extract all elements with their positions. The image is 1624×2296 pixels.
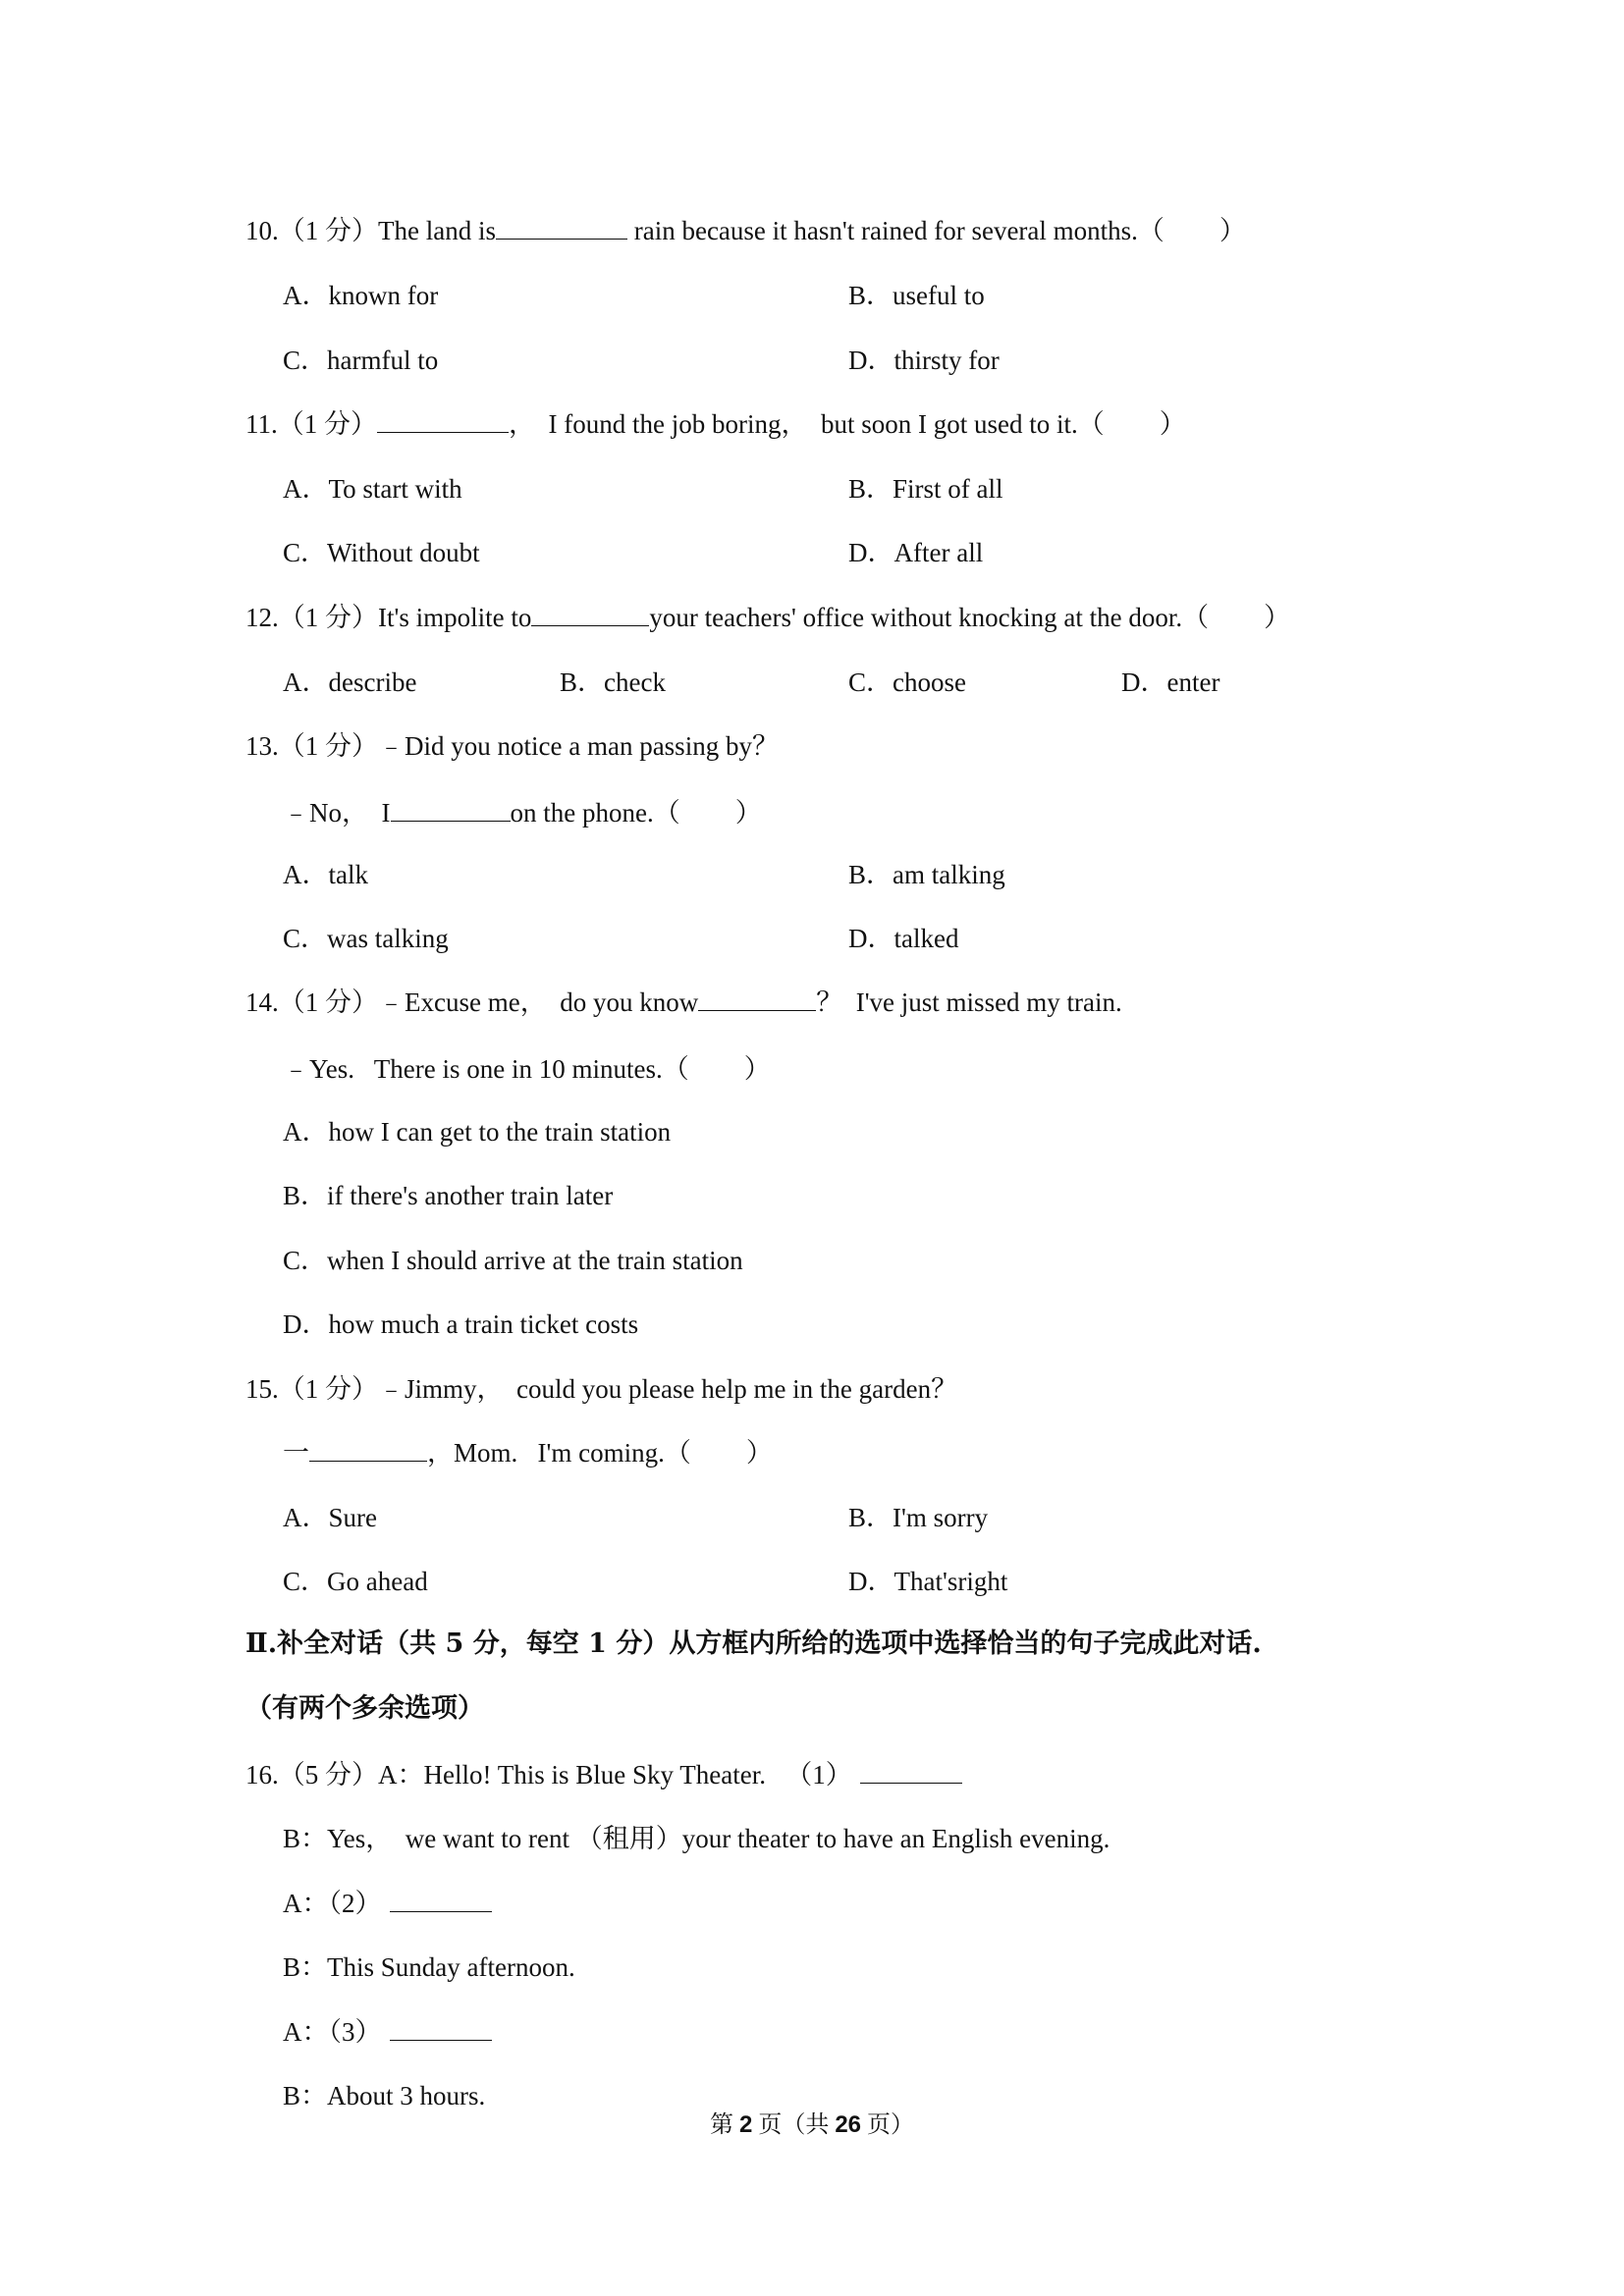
q15-option-a[interactable]: A．Sure [283,1503,377,1532]
q13-option-d[interactable]: D．talked [848,924,959,953]
answer-blank[interactable] [531,600,649,626]
q12-option-b[interactable]: B．check [560,667,666,697]
answer-blank[interactable] [309,1435,427,1462]
q14-option-c[interactable]: C．when I should arrive at the train station [283,1246,743,1275]
q12-option-c[interactable]: C．choose [848,667,966,697]
q11-stem: 11.（1 分） ， I found the job boring， but soon I got used to it.（ ） [245,406,1624,442]
q16-line-4: B：This Sunday afternoon. [283,1952,575,1982]
q16-line-5: A：（3） [283,2014,1624,2050]
q14-stem: 14.（1 分）﹣Excuse me， do you know ？ I've just missed my train. [245,985,1624,1020]
q13-option-b[interactable]: B．am talking [848,860,1005,889]
section-heading: Ⅱ.补全对话（共 5 分，每空 1 分）从方框内所给的选项中选择恰当的句子完成此对话.（有两个多余选项） [245,1629,1262,1724]
q14-option-b[interactable]: B．if there's another train later [283,1181,614,1210]
q10-option-d[interactable]: D．thirsty for [848,346,1000,375]
q15-stem: 15.（1 分）﹣Jimmy， could you please help me in the garden？ [245,1374,958,1404]
answer-blank[interactable] [698,985,816,1011]
q12-number: 12.（1 分） [245,603,378,632]
page-number: 2 [738,2111,753,2138]
q16-number: 16.（5 分） [245,1760,378,1789]
q15-option-b[interactable]: B．I'm sorry [848,1503,989,1532]
q11-number: 11.（1 分） [245,409,377,439]
q12-option-d[interactable]: D．enter [1121,667,1220,697]
q13-number: 13.（1 分） [245,731,378,761]
q16-line-1: 16.（5 分）A：Hello! This is Blue Sky Theater. （1） [245,1757,1624,1792]
q14-number: 14.（1 分） [245,988,378,1017]
q12-stem: 12.（1 分）It's impolite to your teachers' office without knocking at the door.（ ） [245,600,1624,635]
q15-number: 15.（1 分） [245,1374,378,1404]
q10-option-a[interactable]: A．known for [283,281,439,310]
page-total: 26 [835,2111,862,2138]
answer-blank[interactable] [390,2014,492,2041]
q10-option-b[interactable]: B．useful to [848,281,985,310]
answer-blank[interactable] [860,1757,962,1784]
q10-option-c[interactable]: C．harmful to [283,346,439,375]
q16-line-6: B：About 3 hours. [283,2081,486,2110]
q11-option-c[interactable]: C．Without doubt [283,538,480,567]
q14-reply: ﹣Yes. There is one in 10 minutes.（ ） [283,1054,771,1084]
q16-line-3: A：（2） [283,1886,1624,1921]
page-footer: 第 2 页（共 26 页） [709,2111,915,2138]
q14-option-a[interactable]: A．how I can get to the train station [283,1117,672,1147]
answer-blank[interactable] [390,1886,492,1912]
q11-option-d[interactable]: D．After all [848,538,984,567]
answer-blank[interactable] [377,406,509,433]
q15-option-c[interactable]: C．Go ahead [283,1567,428,1596]
q14-option-d[interactable]: D．how much a train ticket costs [283,1309,639,1339]
q10-number: 10.（1 分） [245,216,378,245]
answer-blank[interactable] [496,213,627,240]
answer-blank[interactable] [391,795,511,822]
q13-reply: ﹣No， I on the phone.（ ） [283,795,1624,830]
q13-stem: 13.（1 分）﹣Did you notice a man passing by？ [245,731,779,761]
q11-option-b[interactable]: B．First of all [848,474,1003,504]
q16-line-2: B：Yes， we want to rent （租用）your theater to have an English evening. [283,1824,1110,1853]
q12-option-a[interactable]: A．describe [283,667,417,697]
q15-reply: 一 ，Mom. I'm coming.（ ） [283,1435,1624,1470]
q13-option-a[interactable]: A．talk [283,860,368,889]
q11-option-a[interactable]: A．To start with [283,474,462,504]
q15-option-d[interactable]: D．That'sright [848,1567,1008,1596]
q10-stem: 10.（1 分）The land is rain because it hasn't rained for several months.（ ） [245,213,1624,248]
q13-option-c[interactable]: C．was talking [283,924,449,953]
